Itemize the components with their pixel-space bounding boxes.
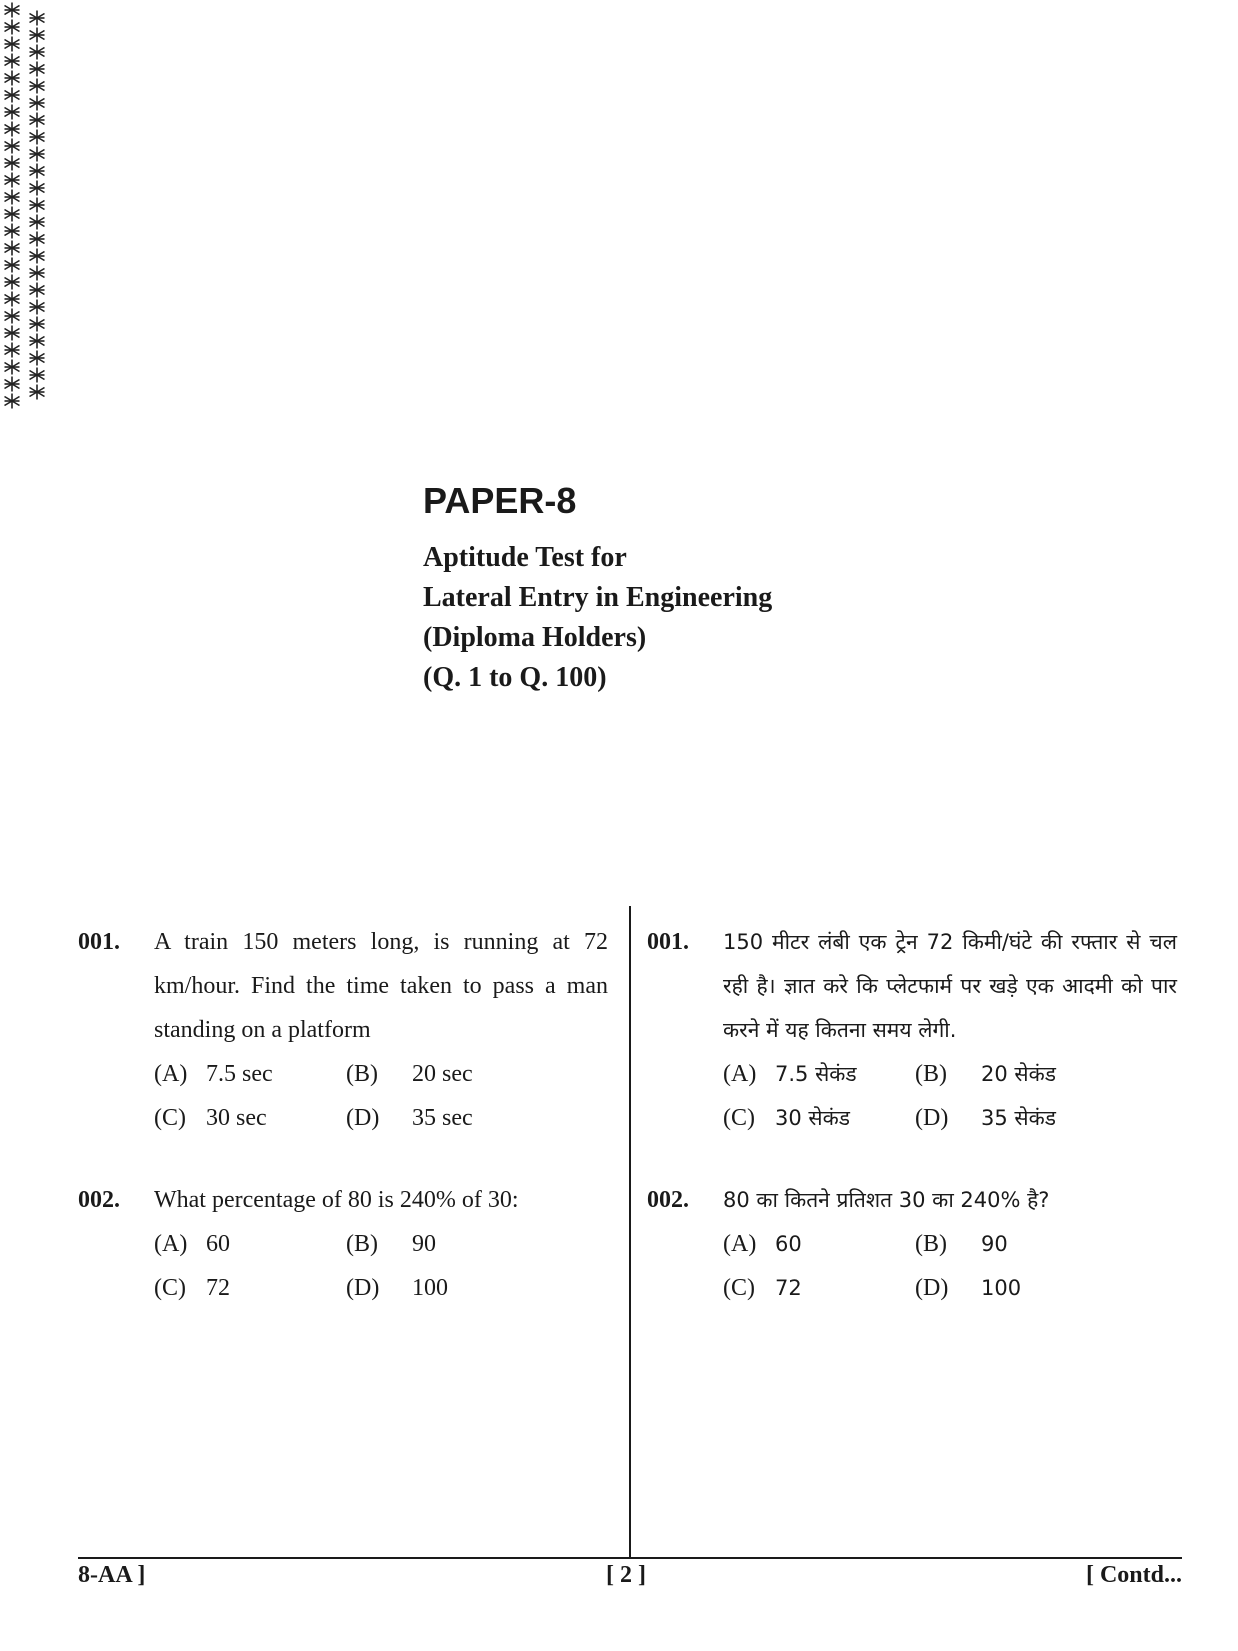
question-text: 80 का कितने प्रतिशत 30 का 240% है? [723,1188,1050,1212]
option-letter: (D) [346,1105,380,1131]
question-number: 002. [78,1187,120,1213]
option-d [915,1266,1177,1310]
option-text: 35 sec [412,1105,473,1131]
question-002-hi [647,1178,1177,1310]
question-number: 001. [78,929,120,955]
option-text: 30 sec [206,1105,267,1131]
option-letter: (B) [346,1231,378,1257]
subtitle-line-1: Aptitude Test for [423,542,627,573]
option-letter: (C) [723,1105,755,1131]
option-letter: (B) [346,1061,378,1087]
footer-continued: [ Contd... [1085,1562,1182,1588]
option-b [915,1052,1177,1096]
english-column [78,920,608,1310]
options [723,1222,1177,1310]
option-c [154,1266,346,1310]
option-letter: (C) [154,1105,186,1131]
question-text: 150 मीटर लंबी एक ट्रेन 72 किमी/घंटे की रफ्तार से चल रही है। ज्ञात करे कि प्लेटफार्म पर खड़े एक आदमी को पार करने में यह कितना समय लेगी. [723,930,1177,1042]
option-text: 30 सेकंड [775,1106,850,1130]
option-text: 20 sec [412,1061,473,1087]
option-letter: (D) [915,1275,949,1301]
footer-page-number: [ 2 ] [606,1562,646,1588]
option-letter: (A) [154,1061,188,1087]
option-letter: (A) [723,1231,757,1257]
question-number: 001. [647,929,689,955]
option-text: 35 सेकंड [981,1106,1056,1130]
option-text: 20 सेकंड [981,1062,1056,1086]
options [154,1222,608,1310]
hindi-column [647,920,1177,1310]
option-text: 90 [981,1232,1008,1256]
option-c [154,1096,346,1140]
option-text: 7.5 sec [206,1061,273,1087]
option-letter: (B) [915,1061,947,1087]
question-001-hi [647,920,1177,1140]
question-text: What percentage of 80 is 240% of 30: [154,1187,519,1213]
option-d [915,1096,1177,1140]
option-b [346,1052,608,1096]
option-text: 72 [206,1275,230,1301]
option-d [346,1096,608,1140]
option-d [346,1266,608,1310]
option-b [915,1222,1177,1266]
option-letter: (C) [723,1275,755,1301]
subtitle-line-2: Lateral Entry in Engineering [423,582,773,613]
paper-title: PAPER-8 [423,480,577,521]
option-a [154,1222,346,1266]
subtitle-line-4: (Q. 1 to Q. 100) [423,662,607,693]
option-text: 90 [412,1231,436,1257]
option-c [723,1266,915,1310]
question-001-en [78,920,608,1140]
option-a [723,1052,915,1096]
option-a [723,1222,915,1266]
option-text: 100 [412,1275,448,1301]
option-text: 60 [775,1232,802,1256]
option-letter: (D) [915,1105,949,1131]
option-letter: (C) [154,1275,186,1301]
column-divider [629,906,631,1557]
decorative-margin-pattern [0,0,50,415]
option-text: 100 [981,1276,1022,1300]
footer-rule [78,1557,1182,1559]
option-text: 7.5 सेकंड [775,1062,857,1086]
subtitle-line-3: (Diploma Holders) [423,622,647,653]
option-letter: (A) [723,1061,757,1087]
option-text: 72 [775,1276,802,1300]
option-letter: (D) [346,1275,380,1301]
paper-header [423,480,772,698]
question-number: 002. [647,1187,689,1213]
option-b [346,1222,608,1266]
question-002-en [78,1178,608,1310]
option-a [154,1052,346,1096]
footer-paper-code: 8-AA ] [78,1562,146,1588]
option-text: 60 [206,1231,230,1257]
options [723,1052,1177,1140]
option-c [723,1096,915,1140]
question-text: A train 150 meters long, is running at 72 km/hour. Find the time taken to pass a man standing on a platform [154,929,608,1043]
option-letter: (B) [915,1231,947,1257]
options [154,1052,608,1140]
option-letter: (A) [154,1231,188,1257]
